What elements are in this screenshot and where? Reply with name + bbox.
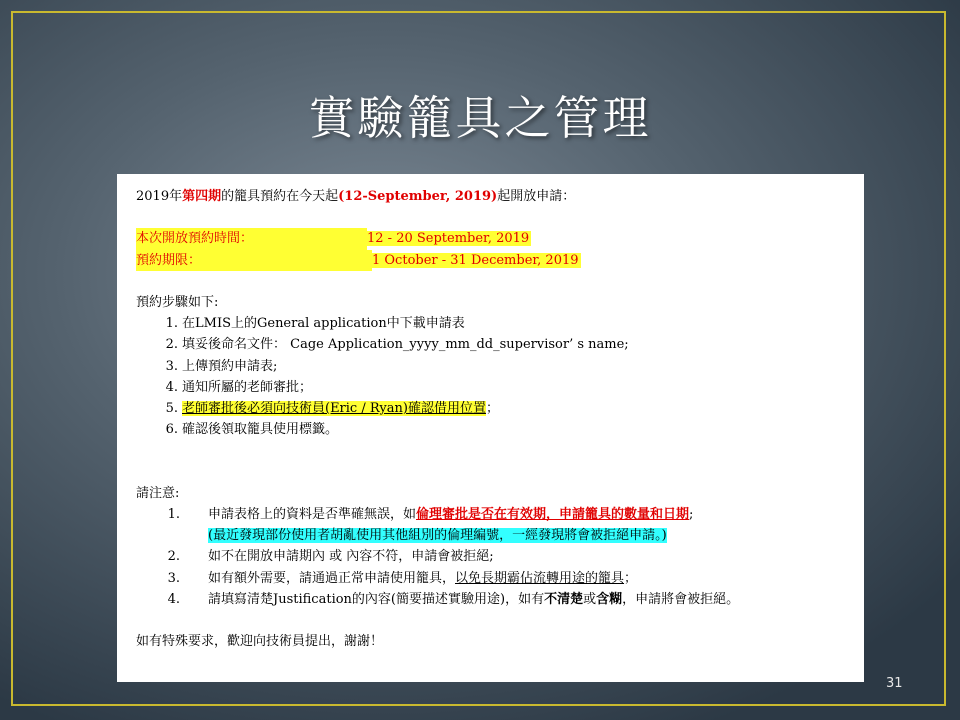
open-period-line (136, 228, 864, 249)
note-text-tail: ，申請將會被拒絕。 (622, 591, 740, 607)
note-text: 申請表格上的資料是否準確無誤，如 (208, 506, 417, 522)
slide-title: 實驗籠具之管理 (308, 91, 652, 145)
note-text: 如有額外需要，請通過正常申請使用籠具， (208, 570, 456, 586)
intro-term: 第四期 (182, 189, 222, 204)
step-text-tail: ； (485, 401, 499, 416)
step-item (136, 356, 864, 377)
note-underlined: 以免長期霸佔流轉用途的籠具 (455, 570, 625, 586)
booking-term-value: 1 October - 31 December, 2019 (372, 252, 579, 268)
step-item (136, 419, 864, 440)
note-item (136, 589, 864, 610)
note-item (136, 568, 864, 589)
notes-heading: 請注意: (136, 485, 180, 501)
step-number: 5. (165, 401, 178, 416)
intro-tail: 起開放申請： (497, 189, 576, 204)
open-period-label: 本次開放預約時間： (136, 228, 367, 249)
step-number: 2. (165, 337, 178, 353)
step-item (136, 313, 864, 334)
booking-term-label: 預約期限： (136, 250, 372, 271)
closing-line: 如有特殊要求，歡迎向技術員提出，謝謝！ (136, 634, 384, 650)
note-number: 3. (167, 570, 180, 586)
announcement-document (117, 174, 864, 682)
open-period-value: 12 - 20 September, 2019 (367, 231, 530, 247)
note-item (136, 504, 864, 525)
step-item (136, 334, 864, 355)
step-item (136, 398, 864, 419)
step-text: 上傳預約申請表; (182, 358, 278, 374)
step-text: 通知所屬的老師審批； (182, 379, 313, 395)
note-continuation (136, 525, 864, 546)
intro-date: (12-September, 2019) (338, 189, 498, 204)
note-number: 1. (167, 506, 180, 522)
intro-text: 的籠具預約在今天起 (221, 189, 339, 204)
note-number: 4. (167, 591, 180, 607)
note-text-or: 或 (583, 591, 597, 607)
note-text: 請填寫清楚Justification的內容(簡要描述實驗用途)，如有 (208, 591, 545, 607)
step-number: 1. (165, 316, 178, 332)
booking-term-line (136, 250, 864, 271)
step-text: 確認後領取籠具使用標籤。 (182, 422, 339, 438)
note-text-tail: ; (689, 506, 694, 522)
intro-line (136, 186, 864, 207)
note-number: 2. (167, 549, 180, 565)
step-number: 6. (165, 422, 178, 438)
step-number: 3. (165, 358, 178, 374)
step-text: 在LMIS上的General application中下載申請表 (182, 316, 465, 332)
note-text-tail: ； (624, 570, 638, 586)
intro-year: 2019年 (136, 189, 183, 204)
page-number: 31 (886, 676, 903, 691)
step-number: 4. (165, 379, 178, 395)
step-text: 填妥後命名文件： Cage Application_yyyy_mm_dd_supervisor’ s name; (182, 337, 629, 353)
note-emphasis: 倫理審批是否在有效期，申請籠具的數量和日期 (416, 506, 690, 522)
steps-heading: 預約步驟如下: (136, 294, 219, 310)
step-text-highlighted: 老師審批後必須向技術員(Eric / Ryan)確認借用位置 (182, 401, 486, 416)
note-warning-highlighted: (最近發現部份使用者胡亂使用其他組別的倫理編號，一經發現將會被拒絕申請。) (208, 528, 667, 544)
note-bold-unclear: 不清楚 (544, 591, 584, 607)
note-bold-vague: 含糊 (596, 591, 623, 607)
note-item (136, 546, 864, 567)
step-item (136, 377, 864, 398)
note-text: 如不在開放申請期內 或 內容不符，申請會被拒絕; (208, 549, 494, 565)
